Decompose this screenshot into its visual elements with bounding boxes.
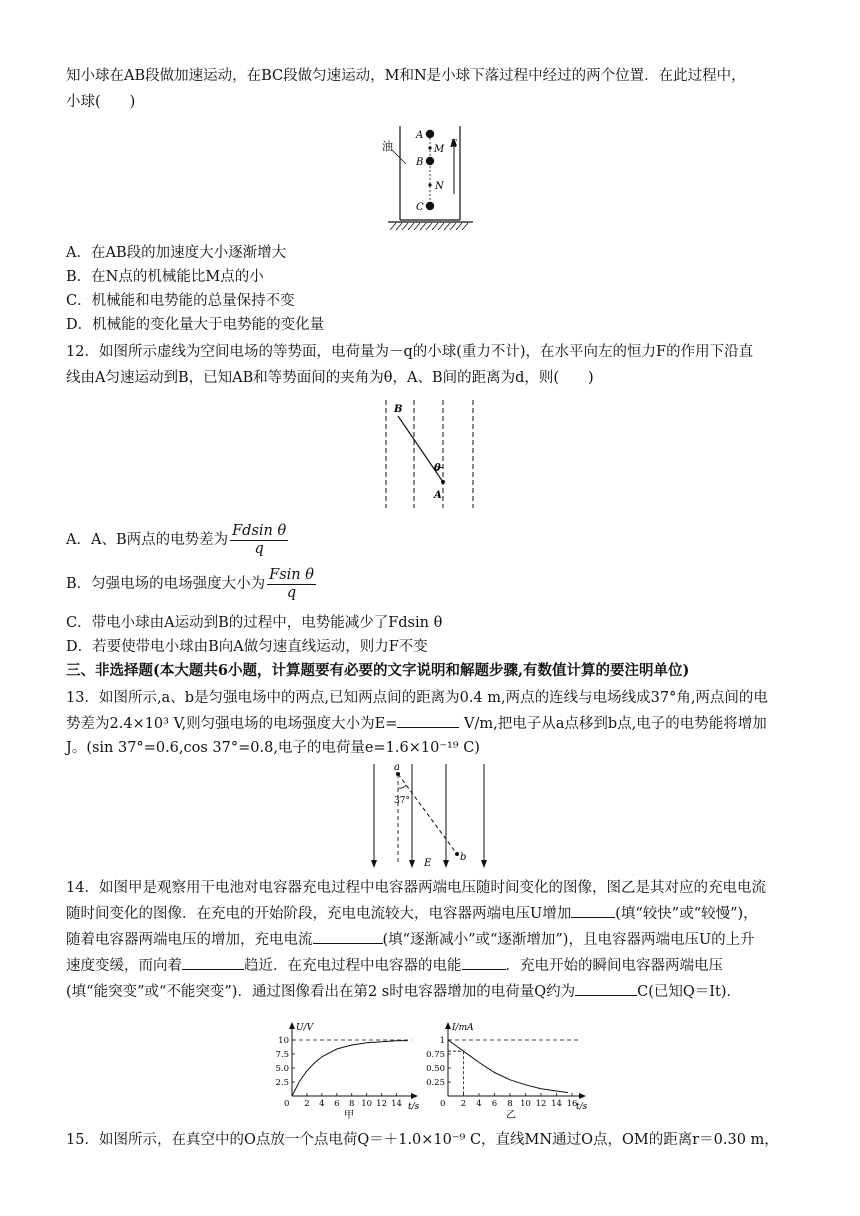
chart-jia-x-tick-label: 14 (391, 1099, 402, 1109)
chart-jia-curve (292, 1041, 408, 1096)
q11-label-b: B (416, 157, 424, 168)
chart-yi-y-tick-label: 0.25 (426, 1078, 445, 1088)
q13-label-e: E (424, 858, 432, 869)
q12-option-b-fraction (267, 567, 316, 602)
q14-line4-b: 趋近．在充电过程中电容器的电能 (244, 958, 462, 974)
chart-yi-x-tick-label: 12 (535, 1099, 547, 1109)
q14-line5-a: (填“能突变”或“不能突变”)．通过图像看出在第2 s时电容器增加的电荷量Q约为 (66, 984, 576, 1000)
q13-label-a: a (394, 762, 400, 773)
q14-line5-b: C(已知Q＝It)． (637, 984, 741, 1000)
q14-line3-a: 随着电容器两端电压的增加，充电电流 (66, 932, 313, 948)
chart-yi-y-tick-label: 0.50 (426, 1064, 445, 1074)
q12-option-a-denominator: q (254, 540, 264, 557)
q14-line4-a: 速度变缓，而向着 (66, 958, 182, 974)
q15-line1: 15．如图所示，在真空中的O点放一个点电荷Q＝＋1.0×10⁻⁹ C，直线MN通过O点，OM的距离r＝0.30 m， (66, 1132, 779, 1148)
q13-figure (366, 762, 496, 870)
chart-yi-x-tick-label: 6 (491, 1099, 498, 1109)
q14-line4 (66, 954, 800, 978)
chart-yi-x-tick-label: 16 (566, 1099, 578, 1109)
q12-label-b: B (394, 404, 403, 415)
q11-label-n: N (435, 181, 444, 192)
q14-line3-b: (填“逐渐减小”或“逐渐增加”)，且电容器两端电压U的上升 (382, 932, 755, 948)
q12-stem-line1: 12．如图所示虚线为空间电场的等势面，电荷量为－q的小球(重力不计)，在水平向左的恒力F的作用下沿直 (66, 344, 754, 360)
q11-label-e: E (450, 139, 458, 150)
q14-blank-1[interactable] (571, 902, 615, 918)
q14-line4-c: ．充电开始的瞬间电容器两端电压 (505, 958, 723, 974)
chart-yi-x-tick-label: 10 (520, 1099, 531, 1109)
chart-yi-x-label: t/s (576, 1102, 588, 1112)
q12-option-d: D．若要使带电小球由B向A做匀速直线运动，则力F不变 (66, 639, 428, 655)
q12-option-a (66, 522, 288, 558)
q14-blank-3[interactable] (182, 954, 244, 970)
q13-label-b: b (460, 852, 467, 863)
section-3-heading: 三、非选择题(本大题共6小题，计算题要有必要的文字说明和解题步骤,有数值计算的要注明单位) (66, 662, 690, 679)
q14-blank-5[interactable] (575, 980, 637, 996)
q12-figure (380, 398, 480, 512)
chart-yi-x-tick-label: 0 (440, 1099, 446, 1109)
chart-yi-y-tick-label: 1 (439, 1036, 445, 1046)
q12-option-b-denominator: q (286, 584, 297, 601)
q11-figure (378, 120, 478, 232)
chart-yi-x-tick-label: 4 (476, 1099, 482, 1109)
chart-jia-x-tick-label: 12 (376, 1099, 388, 1109)
q14-line3 (66, 928, 800, 952)
q11-option-b: B．在N点的机械能比M点的小 (66, 269, 264, 285)
chart-yi-x-tick-label: 8 (507, 1099, 513, 1109)
q12-option-a-prefix: A．A、B两点的电势差为 (66, 532, 229, 548)
q11-option-c: C．机械能和电势能的总量保持不变 (66, 293, 295, 309)
chart-yi-x-axis-arrow (579, 1093, 586, 1099)
chart-jia-y-tick-label: 2.5 (275, 1078, 289, 1088)
chart-yi-y-tick-label: 0.75 (426, 1050, 445, 1060)
q12-option-b-numerator: Fsin θ (269, 566, 314, 583)
chart-jia-x-axis-arrow (411, 1093, 418, 1099)
chart-yi-x-tick-label: 14 (551, 1099, 562, 1109)
chart-jia-y-tick-label: 7.5 (275, 1050, 289, 1060)
q13-line2-b: V/m,把电子从a点移到b点,电子的电势能将增加 (459, 716, 767, 732)
q12-option-c: C．带电小球由A运动到B的过程中，电势能减少了Fdsin θ (66, 615, 443, 631)
q11-stem-line1: 知小球在AB段做加速运动，在BC段做匀速运动，M和N是小球下落过程中经过的两个位置．在此过程中， (66, 68, 746, 84)
chart-yi-y-axis-arrow (445, 1022, 451, 1029)
chart-jia-x-tick-label: 0 (284, 1099, 290, 1109)
q13-line3: J。(sin 37°=0.6,cos 37°=0.8,电子的电荷量e=1.6×10⁻¹⁹ C) (66, 740, 480, 756)
chart-yi-curve (448, 1040, 568, 1093)
chart-jia (262, 1012, 432, 1124)
chart-jia-y-tick-label: 10 (278, 1036, 289, 1046)
q12-option-b-prefix: B．匀强电场的电场强度大小为 (66, 576, 266, 592)
q13-blank-field-strength[interactable] (397, 712, 459, 728)
q13-line2 (66, 712, 800, 736)
q14-line2-a: 随时间变化的图像．在充电的开始阶段，充电电流较大，电容器两端电压U增加 (66, 906, 572, 922)
chart-jia-x-tick-label: 10 (361, 1099, 373, 1109)
q12-label-a: A (434, 490, 442, 501)
chart-yi-x-tick-label: 2 (460, 1099, 467, 1109)
chart-jia-y-tick-label: 5.0 (275, 1064, 289, 1074)
q11-option-d: D．机械能的变化量大于电势能的变化量 (66, 317, 325, 333)
q11-label-c: C (416, 202, 424, 213)
q12-option-b (66, 566, 316, 602)
chart-jia-x-label: t/s (408, 1102, 420, 1112)
q14-blank-4[interactable] (462, 954, 506, 970)
chart-jia-x-tick-label: 6 (334, 1099, 340, 1109)
chart-yi-y-label: I/mA (452, 1023, 474, 1033)
q11-option-a: A．在AB段的加速度大小逐渐增大 (66, 245, 287, 261)
q11-label-oil: 油 (382, 140, 393, 153)
q14-line1: 14．如图甲是观察用干电池对电容器充电过程中电容器两端电压随时间变化的图像，图乙是其对应的充电电流 (66, 880, 766, 896)
chart-jia-y-axis-arrow (289, 1022, 295, 1029)
chart-yi (420, 1012, 600, 1124)
chart-jia-caption: 甲 (344, 1110, 354, 1121)
chart-jia-x-tick-label: 2 (304, 1099, 310, 1109)
q11-stem-line2: 小球( ) (66, 94, 136, 110)
chart-jia-x-tick-label: 4 (319, 1099, 325, 1109)
q13-line1: 13．如图所示,a、b是匀强电场中的两点,已知两点间的距离为0.4 m,两点的连线与电场线成37°角,两点间的电 (66, 690, 768, 706)
q12-stem-line2: 线由A匀速运动到B，已知AB和等势面间的夹角为θ，A、B间的距离为d，则( ) (66, 370, 594, 386)
chart-jia-y-label: U/V (296, 1023, 314, 1033)
q14-line5 (66, 980, 800, 1004)
q12-option-a-numerator: Fdsin θ (232, 522, 287, 539)
q11-label-m: M (434, 144, 445, 155)
q13-line2-a: 势差为2.4×10³ V,则匀强电场的电场强度大小为E= (66, 716, 398, 732)
q12-option-a-fraction (230, 523, 288, 558)
chart-yi-caption: 乙 (506, 1110, 516, 1121)
q12-label-theta: θ (434, 463, 441, 474)
chart-jia-x-tick-label: 8 (349, 1099, 355, 1109)
q13-label-angle: 37° (394, 796, 410, 806)
q14-blank-2[interactable] (313, 928, 383, 944)
q11-label-a: A (416, 130, 424, 141)
q14-line2 (66, 902, 800, 926)
q14-line2-b: (填“较快”或“较慢”)， (615, 906, 758, 922)
